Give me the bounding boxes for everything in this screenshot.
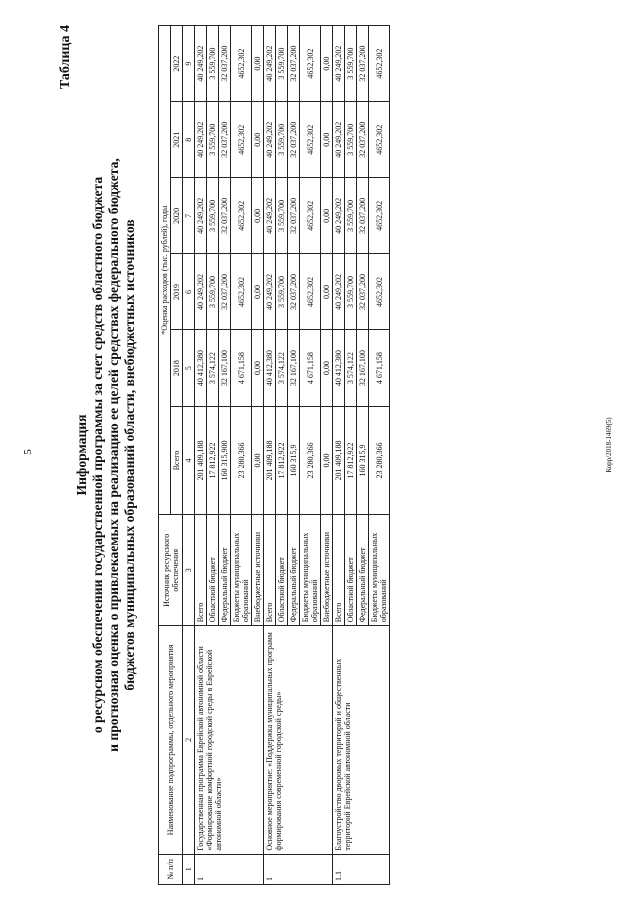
amount-cell: 3 559,700	[276, 254, 288, 330]
heading-line: Информация	[74, 414, 89, 496]
heading-line: о ресурсном обеспечении государственной программы за счет средств областного бюджета	[90, 176, 105, 734]
amount-cell: 40 249,202	[333, 102, 345, 178]
amount-cell: 3 559,700	[276, 26, 288, 102]
amount-cell: 0,00	[321, 102, 333, 178]
amount-cell: 32 037,200	[219, 254, 231, 330]
amount-cell: 40 249,202	[264, 26, 276, 102]
heading-line: бюджетов муниципальных образований области, внебюджетных источников	[122, 219, 137, 691]
amount-cell: 23 280,366	[369, 406, 390, 515]
amount-cell: 23 280,366	[231, 406, 252, 515]
amount-cell: 0,00	[252, 102, 264, 178]
amount-cell: 32 037,200	[357, 178, 369, 254]
amount-cell: 40 249,202	[195, 178, 207, 254]
amount-cell: 32 037,200	[288, 26, 300, 102]
amount-cell: 3 574,122	[276, 330, 288, 406]
amount-cell: 3 559,700	[276, 178, 288, 254]
column-index: 8	[183, 102, 195, 178]
amount-cell: 32 167,100	[288, 330, 300, 406]
amount-cell: 32 037,200	[219, 26, 231, 102]
amount-cell: 3 559,700	[345, 102, 357, 178]
amount-cell: 4652,302	[231, 26, 252, 102]
amount-cell: 4652,302	[300, 102, 321, 178]
heading-line: и прогнозная оценка о привлекаемых на реализацию ее целей средствах федерального бюджета,	[106, 158, 121, 752]
amount-cell: 32 037,200	[288, 178, 300, 254]
amount-cell: 4652,302	[369, 26, 390, 102]
amount-cell: 40 412,380	[264, 330, 276, 406]
amount-cell: 201 409,188	[264, 406, 276, 515]
header-year: 2018	[171, 330, 183, 406]
amount-cell: 32 037,200	[357, 254, 369, 330]
amount-cell: 3 559,700	[276, 102, 288, 178]
amount-cell: 4652,302	[369, 178, 390, 254]
column-index: 3	[183, 515, 195, 626]
amount-cell: 40 249,202	[333, 178, 345, 254]
amount-cell: 4652,302	[300, 26, 321, 102]
amount-cell: 17 812,922	[276, 406, 288, 515]
table-row	[333, 26, 345, 885]
column-index: 5	[183, 330, 195, 406]
amount-cell: 40 249,202	[264, 178, 276, 254]
funding-source: Внебюджетные источники	[321, 515, 333, 626]
amount-cell: 32 037,200	[357, 102, 369, 178]
amount-cell: 3 559,700	[207, 254, 219, 330]
amount-cell: 4652,302	[369, 254, 390, 330]
row-number: 1	[264, 854, 333, 884]
amount-cell: 0,00	[252, 406, 264, 515]
amount-cell: 0,00	[321, 178, 333, 254]
column-index: 4	[183, 406, 195, 515]
amount-cell: 40 249,202	[264, 254, 276, 330]
amount-cell: 40 249,202	[195, 254, 207, 330]
amount-cell: 4652,302	[300, 178, 321, 254]
header-source: Источник ресурсного обеспечения	[159, 515, 183, 626]
document-heading	[74, 25, 138, 885]
amount-cell: 3 574,122	[207, 330, 219, 406]
amount-cell: 32 037,200	[219, 178, 231, 254]
funding-source: Внебюджетные источники	[252, 515, 264, 626]
column-index: 1	[183, 854, 195, 884]
amount-cell: 3 559,700	[345, 178, 357, 254]
header-year: 2020	[171, 178, 183, 254]
header-year: 2021	[171, 102, 183, 178]
amount-cell: 32 167,100	[357, 330, 369, 406]
amount-cell: 32 167,100	[219, 330, 231, 406]
header-year: 2019	[171, 254, 183, 330]
amount-cell: 4652,302	[231, 102, 252, 178]
row-number: 1	[195, 854, 264, 884]
resource-table	[158, 25, 390, 885]
amount-cell: 40 412,380	[333, 330, 345, 406]
amount-cell: 40 249,202	[333, 26, 345, 102]
amount-cell: 4652,302	[231, 254, 252, 330]
amount-cell: 32 037,200	[288, 102, 300, 178]
amount-cell: 32 037,200	[357, 26, 369, 102]
amount-cell: 17 812,922	[345, 406, 357, 515]
column-index: 9	[183, 26, 195, 102]
amount-cell: 4652,302	[369, 102, 390, 178]
amount-cell: 32 037,200	[219, 102, 231, 178]
amount-cell: 4652,302	[300, 254, 321, 330]
program-name: Основное мероприятие: «Поддержка муниципальных программ формирования современной городской среды»	[264, 626, 333, 854]
amount-cell: 160 315,9	[288, 406, 300, 515]
column-index: 7	[183, 178, 195, 254]
amount-cell: 4 671,158	[231, 330, 252, 406]
amount-cell: 0,00	[321, 26, 333, 102]
funding-source: Областной бюджет	[276, 515, 288, 626]
amount-cell: 0,00	[252, 26, 264, 102]
amount-cell: 40 412,380	[195, 330, 207, 406]
amount-cell: 3 574,122	[345, 330, 357, 406]
amount-cell: 4652,302	[231, 178, 252, 254]
table-label: Таблица 4	[58, 25, 73, 90]
row-number: 1.1	[333, 854, 390, 884]
program-name: Благоустройство дворовых территорий и общественных территорий Еврейской автономной области	[333, 626, 390, 854]
amount-cell: 4 671,158	[300, 330, 321, 406]
column-index: 2	[183, 626, 195, 854]
header-name: Наименование подпрограммы, отдельного мероприятия	[159, 626, 183, 854]
amount-cell: 3 559,700	[207, 178, 219, 254]
document-code: Корр/2018-1469(5)	[605, 417, 613, 473]
amount-cell: 40 249,202	[195, 102, 207, 178]
funding-source: Всего	[264, 515, 276, 626]
column-index: 6	[183, 254, 195, 330]
amount-cell: 40 249,202	[195, 26, 207, 102]
funding-source: Федеральный бюджет	[357, 515, 369, 626]
funding-source: Бюджеты муниципальных образований	[369, 515, 390, 626]
amount-cell: 0,00	[252, 254, 264, 330]
funding-source: Областной бюджет	[207, 515, 219, 626]
header-year: Всего	[171, 406, 183, 515]
amount-cell: 4 671,158	[369, 330, 390, 406]
amount-cell: 32 037,200	[288, 254, 300, 330]
page-number: 5	[22, 449, 34, 455]
amount-cell: 40 249,202	[333, 254, 345, 330]
funding-source: Бюджеты муниципальных образований	[300, 515, 321, 626]
funding-source: Всего	[333, 515, 345, 626]
funding-source: Бюджеты муниципальных образований	[231, 515, 252, 626]
amount-cell: 160 315,900	[219, 406, 231, 515]
amount-cell: 0,00	[321, 406, 333, 515]
amount-cell: 0,00	[252, 178, 264, 254]
header-num: № п/п	[159, 854, 183, 884]
amount-cell: 0,00	[321, 254, 333, 330]
amount-cell: 3 559,700	[207, 26, 219, 102]
table-row	[264, 26, 276, 885]
funding-source: Федеральный бюджет	[219, 515, 231, 626]
funding-source: Всего	[195, 515, 207, 626]
header-year: 2022	[171, 26, 183, 102]
amount-cell: 3 559,700	[345, 254, 357, 330]
amount-cell: 3 559,700	[207, 102, 219, 178]
amount-cell: 160 315,9	[357, 406, 369, 515]
amount-cell: 17 812,922	[207, 406, 219, 515]
funding-source: Федеральный бюджет	[288, 515, 300, 626]
amount-cell: 40 249,202	[264, 102, 276, 178]
amount-cell: 201 409,188	[195, 406, 207, 515]
table-body	[195, 26, 390, 885]
rotated-landscape-content	[50, 25, 610, 885]
funding-source: Областной бюджет	[345, 515, 357, 626]
amount-cell: 3 559,700	[345, 26, 357, 102]
table-row	[195, 26, 207, 885]
program-name: Государственная программа Еврейской автономной области «Формирование комфортной городской среды в Еврейской автономной области»	[195, 626, 264, 854]
amount-cell: 0,00	[252, 330, 264, 406]
amount-cell: 201 409,188	[333, 406, 345, 515]
header-estimate: *Оценка расходов (тыс. рублей), годы	[159, 26, 171, 515]
amount-cell: 23 280,366	[300, 406, 321, 515]
amount-cell: 0,00	[321, 330, 333, 406]
